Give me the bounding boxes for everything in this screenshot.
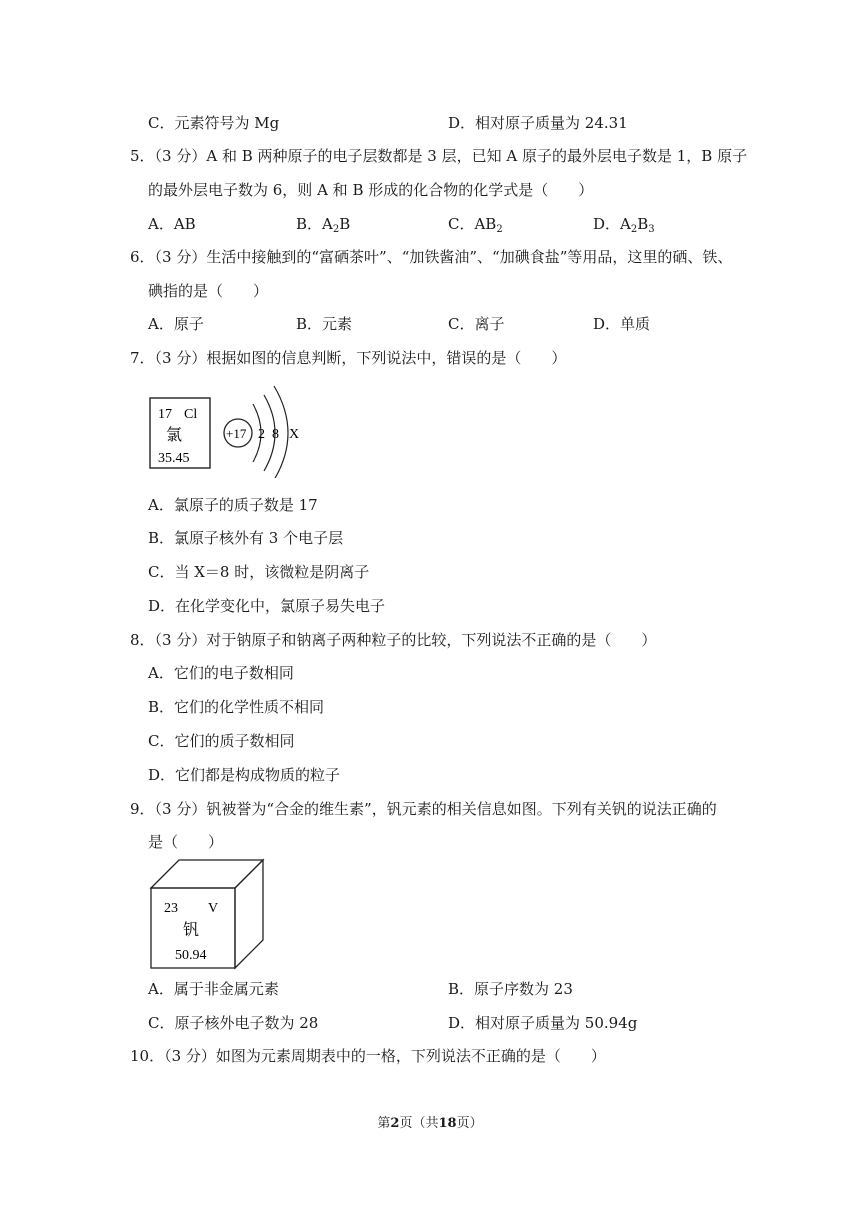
cube-side-face <box>235 860 263 968</box>
current-page-number: 2 <box>390 1116 400 1131</box>
q5-stem-line-1: 5．（3 分）A 和 B 两种原子的电子层数都是 3 层，已知 A 原子的最外层电子数是 1，B 原子 <box>130 147 748 165</box>
q7-option-b: B．氯原子核外有 3 个电子层 <box>148 529 344 547</box>
vanadium-atomic-number: 23 <box>164 901 178 916</box>
vanadium-atomic-mass: 50.94 <box>175 948 207 963</box>
q7-option-c: C．当 X＝8 时，该微粒是阴离子 <box>148 563 370 581</box>
q6-stem-line-1: 6．（3 分）生活中接触到的“富硒茶叶”、“加铁酱油”、“加碘食盐”等用品，这里的硒、铁、 <box>130 248 733 266</box>
shell-3-electrons: X <box>289 427 300 442</box>
chlorine-name: 氯 <box>166 427 183 444</box>
chlorine-symbol: Cl <box>184 407 198 422</box>
q4-option-c: C．元素符号为 Mg <box>148 114 280 132</box>
q7-stem: 7．（3 分）根据如图的信息判断，下列说法中，错误的是（ ） <box>130 349 567 367</box>
q10-stem: 10．（3 分）如图为元素周期表中的一格，下列说法不正确的是（ ） <box>130 1047 606 1065</box>
q6-stem-line-2: 碘指的是（ ） <box>148 282 269 300</box>
q9-option-a: A．属于非金属元素 <box>148 980 279 998</box>
q5-option-c: C．$AB_2$ <box>448 215 503 235</box>
shell-2-electrons: 8 <box>272 427 279 442</box>
q8-option-a: A．它们的电子数相同 <box>148 664 294 682</box>
nucleus-charge: +17 <box>226 426 247 441</box>
q9-stem-line-1: 9．（3 分）钒被誉为“合金的维生素”，钒元素的相关信息如图。下列有关钒的说法正确的 <box>130 800 717 818</box>
q6-option-d: D．单质 <box>593 315 651 333</box>
cube-top-face <box>151 860 263 888</box>
page-footer: 第2页（共18页） <box>377 1116 483 1131</box>
q6-option-a: A．原子 <box>148 315 204 333</box>
q8-stem: 8．（3 分）对于钠原子和钠离子两种粒子的比较，下列说法不正确的是（ ） <box>130 631 657 649</box>
chlorine-figure <box>146 380 306 478</box>
q5-option-a: A．AB <box>148 215 196 233</box>
q7-option-a: A．氯原子的质子数是 17 <box>148 496 318 514</box>
chlorine-atomic-mass: 35.45 <box>158 451 190 466</box>
q5-stem-line-2: 的最外层电子数为 6，则 A 和 B 形成的化合物的化学式是（ ） <box>148 181 594 199</box>
q9-option-d: D．相对原子质量为 50.94g <box>448 1014 638 1032</box>
q8-option-d: D．它们都是构成物质的粒子 <box>148 766 341 784</box>
vanadium-name: 钒 <box>183 922 200 939</box>
total-page-count: 18 <box>438 1116 457 1131</box>
chlorine-atomic-number: 17 <box>158 407 172 422</box>
q9-option-b: B．原子序数为 23 <box>448 980 573 998</box>
vanadium-figure <box>148 857 268 973</box>
q6-option-c: C．离子 <box>448 315 505 333</box>
q9-stem-line-2: 是（ ） <box>148 833 224 851</box>
shell-1-electrons: 2 <box>258 427 265 442</box>
q4-option-d: D．相对原子质量为 24.31 <box>448 114 628 132</box>
q5-option-d: D．$A_2B_3$ <box>593 215 655 235</box>
q8-option-c: C．它们的质子数相同 <box>148 732 295 750</box>
q9-option-c: C．原子核外电子数为 28 <box>148 1014 319 1032</box>
q6-option-b: B．元素 <box>296 315 353 333</box>
vanadium-symbol: V <box>208 901 219 916</box>
q8-option-b: B．它们的化学性质不相同 <box>148 698 325 716</box>
q7-option-d: D．在化学变化中，氯原子易失电子 <box>148 597 386 615</box>
q5-option-b: B．$A_2B$ <box>296 215 351 235</box>
